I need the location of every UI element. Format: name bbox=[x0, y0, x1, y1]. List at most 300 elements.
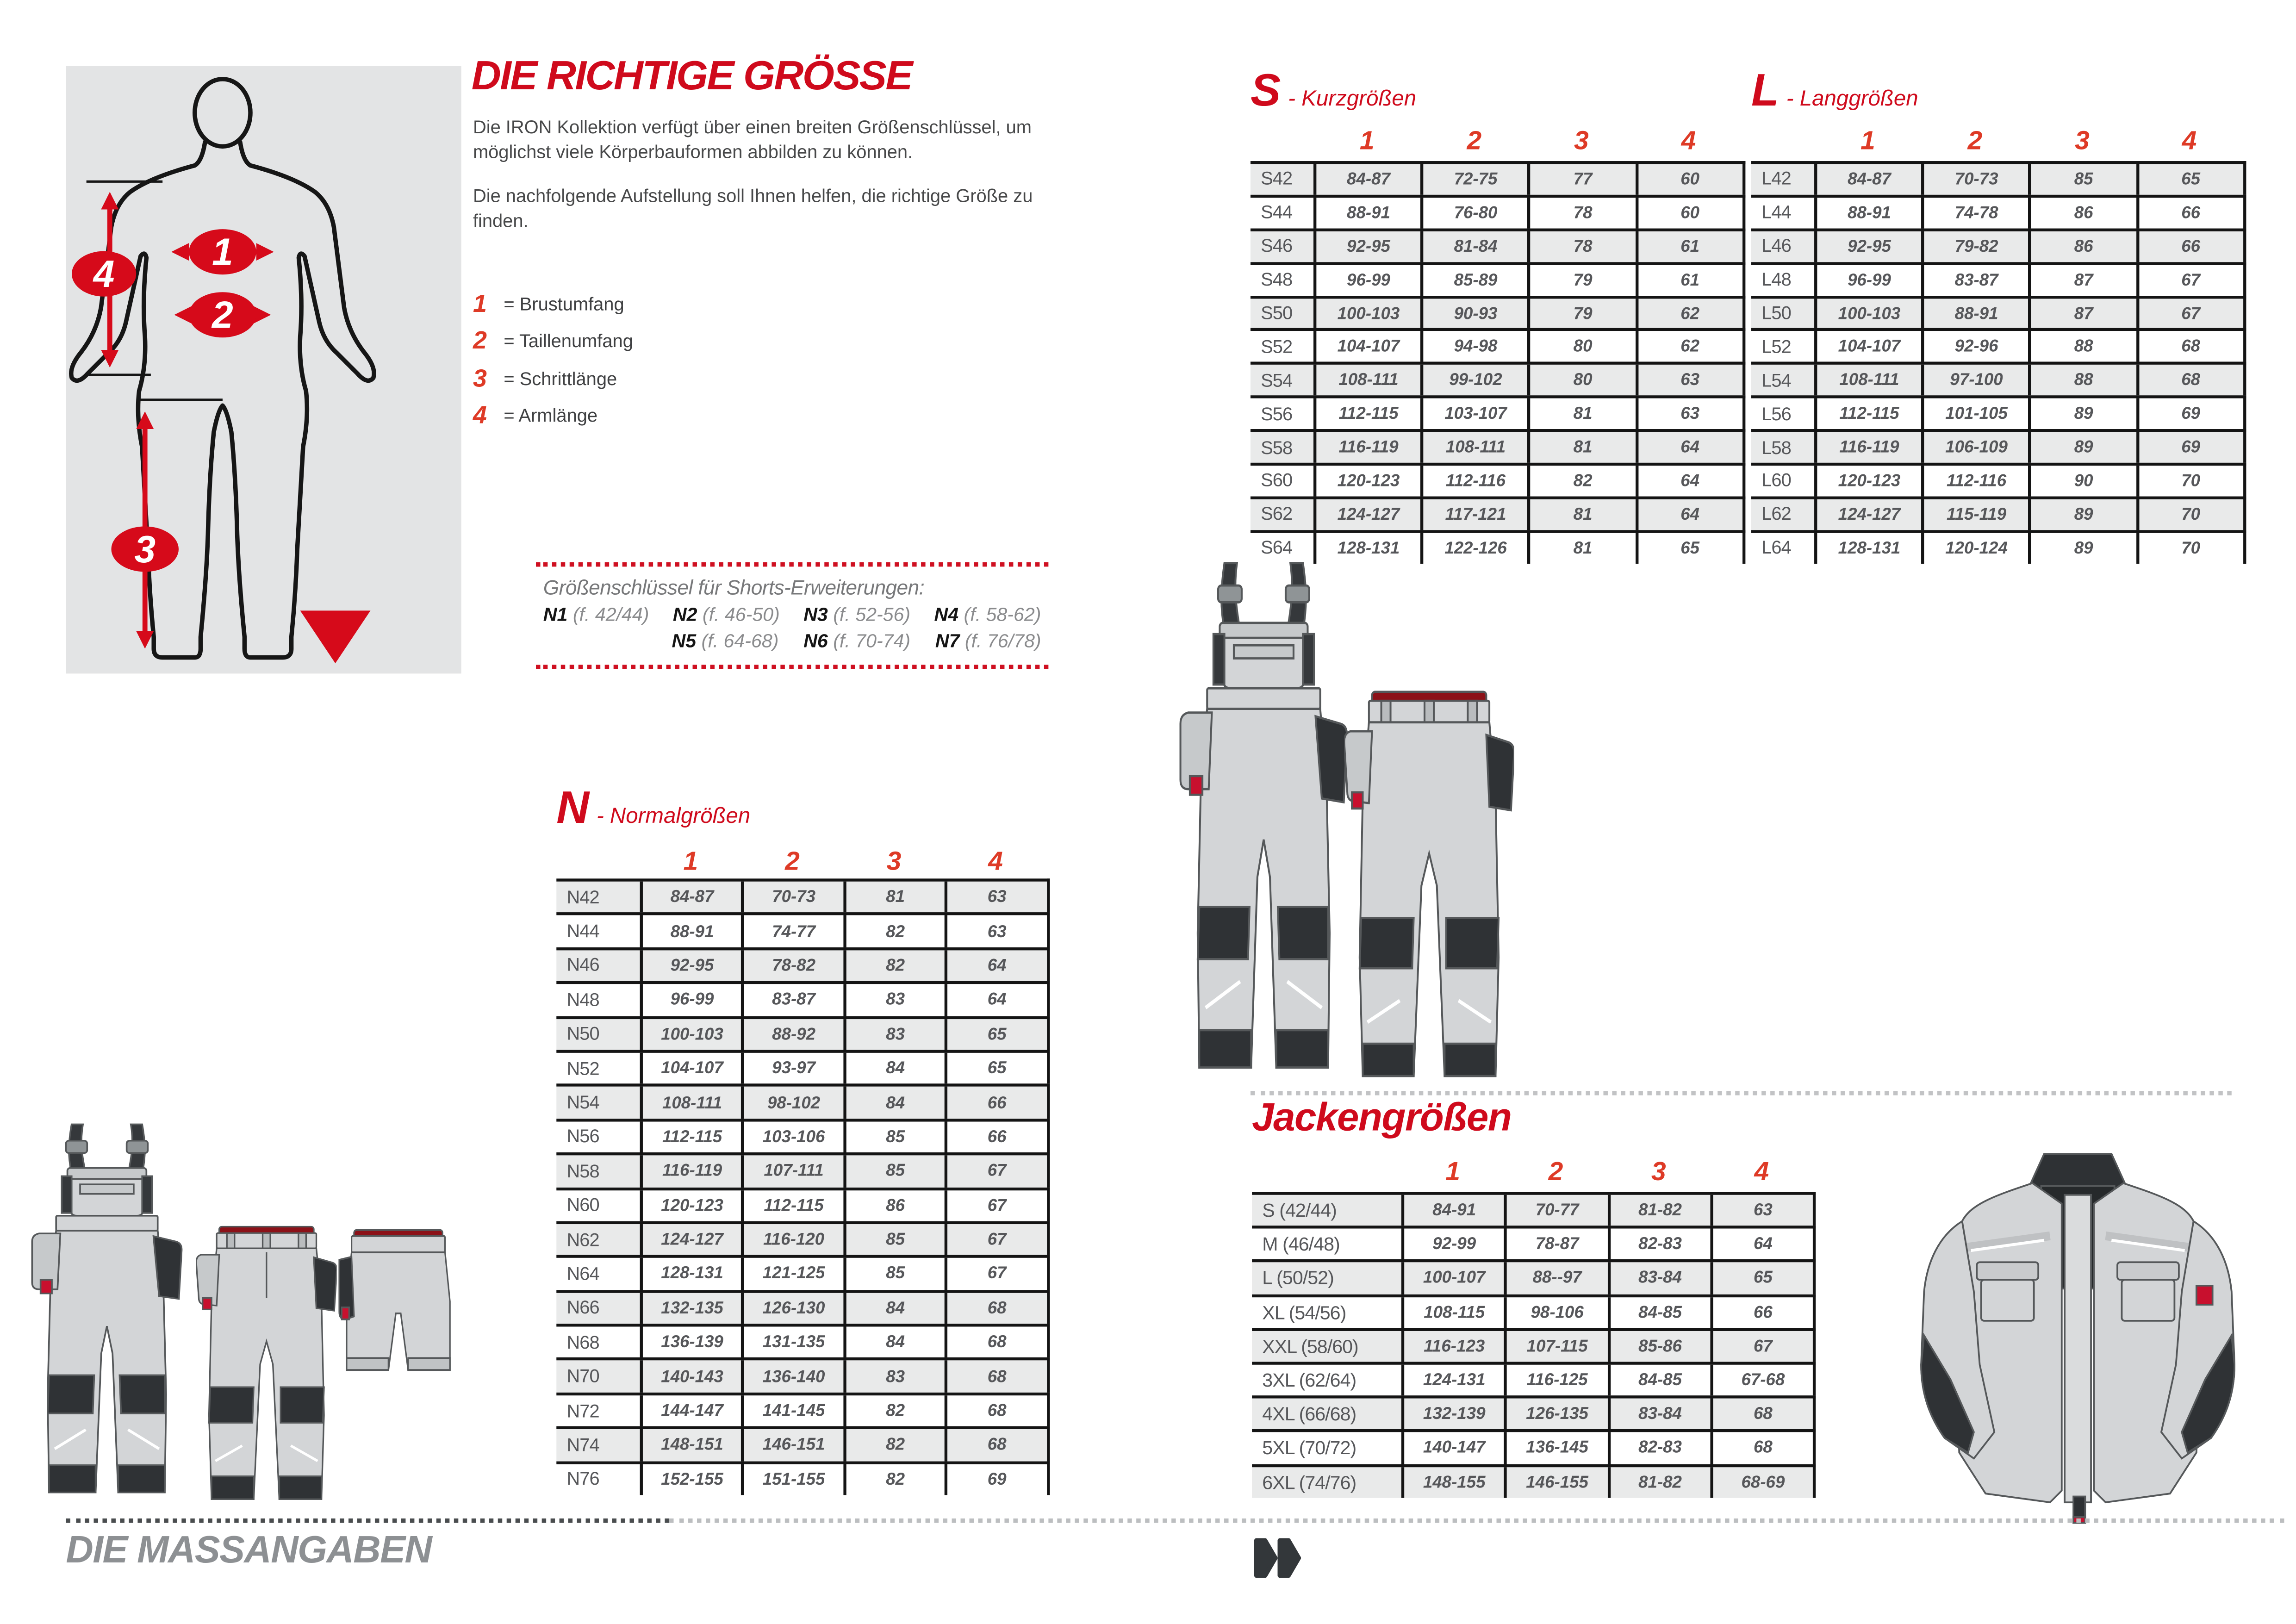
size-cell: N46 bbox=[566, 955, 599, 976]
shorts-key-entry bbox=[672, 629, 778, 651]
red-triangle-icon bbox=[300, 610, 371, 663]
value-cell: 89 bbox=[2028, 533, 2136, 563]
value-cell: 107-115 bbox=[1504, 1331, 1607, 1362]
value-cell: 152-155 bbox=[640, 1464, 742, 1495]
table-row bbox=[556, 1221, 1049, 1255]
value-cell: 82 bbox=[843, 1395, 945, 1427]
value-cell: 90 bbox=[2028, 466, 2136, 496]
value-cell: 96-99 bbox=[1814, 265, 1922, 295]
value-cell: 85 bbox=[843, 1258, 945, 1290]
size-cell: L62 bbox=[1761, 504, 1791, 525]
value-cell: 79 bbox=[1528, 265, 1635, 295]
table-row bbox=[1252, 1294, 1816, 1328]
body-measure-figure bbox=[66, 66, 461, 673]
table-row bbox=[556, 878, 1049, 913]
value-cell: 83 bbox=[843, 984, 945, 1016]
shorts-key-range: (f. 42/44) bbox=[567, 603, 649, 625]
value-cell: 63 bbox=[945, 882, 1046, 913]
value-cell: 120-123 bbox=[1313, 466, 1421, 496]
size-cell: N44 bbox=[566, 921, 599, 942]
value-cell: 74-78 bbox=[1922, 198, 2029, 228]
table-s-suffix: - Kurzgrößen bbox=[1288, 86, 1417, 112]
table-row bbox=[556, 1015, 1049, 1050]
value-cell: 68 bbox=[2136, 331, 2243, 362]
value-cell: 88 bbox=[2028, 331, 2136, 362]
value-cell: 116-120 bbox=[741, 1224, 843, 1256]
shorts-key-code: N2 bbox=[672, 603, 697, 625]
value-cell: 88-91 bbox=[640, 916, 742, 947]
value-cell: 92-95 bbox=[640, 950, 742, 982]
figure-marker-1: 1 bbox=[212, 231, 233, 274]
table-row bbox=[1251, 362, 1745, 396]
value-cell: 89 bbox=[2028, 398, 2136, 429]
table-row bbox=[1751, 228, 2246, 261]
divider-dotted-footer-right bbox=[669, 1518, 2284, 1523]
table-row bbox=[556, 1461, 1049, 1495]
value-cell: 99-102 bbox=[1421, 365, 1528, 396]
value-cell: 78-82 bbox=[741, 950, 843, 982]
table-s-heading bbox=[1251, 64, 1416, 117]
shorts-key-code: N1 bbox=[543, 603, 568, 625]
table-row bbox=[1751, 496, 2246, 529]
value-cell: 136-145 bbox=[1504, 1432, 1607, 1463]
table-row bbox=[556, 947, 1049, 981]
legend-label: = Schrittlänge bbox=[504, 368, 617, 389]
value-cell: 101-105 bbox=[1922, 398, 2029, 429]
value-cell: 68 bbox=[2136, 365, 2243, 396]
value-cell: 67 bbox=[945, 1190, 1046, 1221]
value-cell: 63 bbox=[1710, 1195, 1813, 1226]
shorts-key-range: (f. 76/78) bbox=[959, 629, 1041, 652]
value-cell: 68 bbox=[945, 1361, 1046, 1393]
size-cell: N72 bbox=[566, 1400, 599, 1421]
table-row bbox=[556, 1152, 1049, 1187]
size-cell: L60 bbox=[1761, 471, 1791, 492]
value-cell: 88 bbox=[2028, 365, 2136, 396]
value-cell: 88-91 bbox=[1814, 198, 1922, 228]
jacken-title: Jackengrößen bbox=[1252, 1095, 1512, 1139]
size-cell: L52 bbox=[1761, 336, 1791, 357]
value-cell: 83-84 bbox=[1607, 1399, 1710, 1430]
table-row bbox=[1251, 530, 1745, 563]
column-header-1: 1 bbox=[1359, 126, 1375, 156]
column-header-3: 3 bbox=[886, 846, 902, 876]
table-s-letter: S bbox=[1250, 64, 1280, 116]
value-cell: 67 bbox=[2136, 298, 2243, 329]
divider-dotted-footer-left bbox=[66, 1518, 669, 1523]
value-cell: 63 bbox=[1635, 365, 1742, 396]
table-row bbox=[556, 1426, 1049, 1461]
value-cell: 136-139 bbox=[640, 1327, 742, 1358]
column-header-1: 1 bbox=[1445, 1157, 1460, 1186]
value-cell: 70-77 bbox=[1504, 1195, 1607, 1226]
shorts-key-line-2 bbox=[543, 629, 1041, 651]
legend-number: 3 bbox=[473, 364, 487, 392]
table-row bbox=[1252, 1260, 1816, 1294]
table-row bbox=[1751, 194, 2246, 228]
size-cell: L58 bbox=[1761, 437, 1791, 458]
size-cell: M (46/48) bbox=[1262, 1233, 1340, 1256]
table-row bbox=[556, 1289, 1049, 1324]
value-cell: 84-85 bbox=[1607, 1297, 1710, 1328]
value-cell: 148-155 bbox=[1401, 1467, 1504, 1498]
value-cell: 92-96 bbox=[1922, 331, 2029, 362]
value-cell: 69 bbox=[2136, 432, 2243, 463]
value-cell: 85-86 bbox=[1607, 1331, 1710, 1362]
value-cell: 88-91 bbox=[1922, 298, 2029, 329]
column-headers bbox=[1751, 126, 2243, 156]
size-cell: N54 bbox=[566, 1092, 599, 1113]
value-cell: 81-82 bbox=[1607, 1467, 1710, 1498]
value-cell: 144-147 bbox=[640, 1395, 742, 1427]
value-cell: 70 bbox=[2136, 466, 2243, 496]
table-row bbox=[1251, 261, 1745, 295]
value-cell: 98-106 bbox=[1504, 1297, 1607, 1328]
table-row bbox=[1251, 396, 1745, 429]
table-row bbox=[1252, 1192, 1816, 1226]
table-n-suffix: - Normalgrößen bbox=[596, 803, 751, 829]
value-cell: 84-85 bbox=[1607, 1365, 1710, 1396]
column-headers bbox=[1252, 1157, 1813, 1187]
column-header-4: 4 bbox=[1681, 126, 1696, 156]
value-cell: 88-92 bbox=[741, 1019, 843, 1050]
size-cell: L (50/52) bbox=[1262, 1267, 1334, 1289]
table-row bbox=[1251, 194, 1745, 228]
shorts-key-code: N7 bbox=[935, 629, 960, 652]
shorts-key-range: (f. 64-68) bbox=[696, 629, 779, 652]
value-cell: 66 bbox=[2136, 231, 2243, 261]
shorts-key-code: N5 bbox=[672, 629, 697, 652]
shorts-key-entry bbox=[935, 629, 1041, 651]
measure-legend bbox=[473, 286, 633, 435]
intro-paragraph-1: Die IRON Kollektion verfügt über einen breiten Größenschlüssel, um möglichst viele Körperbauformen abbilden zu können. bbox=[473, 117, 1032, 163]
value-cell: 88--97 bbox=[1504, 1263, 1607, 1294]
value-cell: 83-87 bbox=[741, 984, 843, 1016]
size-cell: N64 bbox=[566, 1263, 599, 1284]
table-row bbox=[1251, 429, 1745, 462]
table-rows bbox=[1252, 1192, 1816, 1497]
legend-number: 2 bbox=[473, 327, 487, 355]
value-cell: 112-115 bbox=[1814, 398, 1922, 429]
value-cell: 89 bbox=[2028, 432, 2136, 463]
value-cell: 67 bbox=[945, 1156, 1046, 1187]
value-cell: 112-115 bbox=[640, 1121, 742, 1153]
value-cell: 62 bbox=[1635, 331, 1742, 362]
value-cell: 96-99 bbox=[1313, 265, 1421, 295]
value-cell: 64 bbox=[1635, 499, 1742, 530]
size-cell: S56 bbox=[1261, 404, 1293, 424]
value-cell: 86 bbox=[843, 1190, 945, 1221]
table-row bbox=[1251, 228, 1745, 261]
value-cell: 108-111 bbox=[1313, 365, 1421, 396]
shorts-key-entry bbox=[934, 604, 1041, 625]
column-header-4: 4 bbox=[1754, 1157, 1769, 1186]
value-cell: 88-91 bbox=[1313, 198, 1421, 228]
value-cell: 120-123 bbox=[640, 1190, 742, 1221]
value-cell: 81-82 bbox=[1607, 1195, 1710, 1226]
value-cell: 84-87 bbox=[640, 882, 742, 913]
value-cell: 66 bbox=[945, 1087, 1046, 1119]
size-cell: N70 bbox=[566, 1366, 599, 1387]
value-cell: 84-87 bbox=[1313, 164, 1421, 194]
value-cell: 104-107 bbox=[1313, 331, 1421, 362]
value-cell: 87 bbox=[2028, 298, 2136, 329]
value-cell: 68-69 bbox=[1710, 1467, 1813, 1498]
value-cell: 82 bbox=[843, 1430, 945, 1461]
value-cell: 92-99 bbox=[1401, 1229, 1504, 1260]
work-trousers-illustration bbox=[1344, 688, 1514, 1101]
table-rows bbox=[1251, 161, 1745, 563]
value-cell: 85-89 bbox=[1421, 265, 1528, 295]
value-cell: 121-125 bbox=[741, 1258, 843, 1290]
table-rows bbox=[556, 878, 1049, 1495]
table-row bbox=[1751, 295, 2246, 329]
value-cell: 67 bbox=[1710, 1331, 1813, 1362]
value-cell: 112-116 bbox=[1421, 466, 1528, 496]
value-cell: 68 bbox=[945, 1430, 1046, 1461]
column-header-1: 1 bbox=[683, 846, 698, 876]
value-cell: 70-73 bbox=[1922, 164, 2029, 194]
shorts-key-range: (f. 58-62) bbox=[958, 603, 1041, 625]
value-cell: 61 bbox=[1635, 231, 1742, 261]
size-cell: N50 bbox=[566, 1024, 599, 1045]
value-cell: 140-143 bbox=[640, 1361, 742, 1393]
table-row bbox=[556, 1255, 1049, 1289]
value-cell: 103-107 bbox=[1421, 398, 1528, 429]
value-cell: 66 bbox=[1710, 1297, 1813, 1328]
legend-label: = Taillenumfang bbox=[504, 331, 633, 352]
value-cell: 79-82 bbox=[1922, 231, 2029, 261]
value-cell: 70 bbox=[2136, 499, 2243, 530]
figure-marker-4: 4 bbox=[93, 253, 115, 296]
table-row bbox=[1251, 161, 1745, 194]
size-cell: N58 bbox=[566, 1161, 599, 1182]
value-cell: 80 bbox=[1528, 365, 1635, 396]
size-cell: L50 bbox=[1761, 303, 1791, 324]
value-cell: 64 bbox=[945, 984, 1046, 1016]
table-row bbox=[556, 1392, 1049, 1426]
value-cell: 81-84 bbox=[1421, 231, 1528, 261]
value-cell: 66 bbox=[2136, 198, 2243, 228]
value-cell: 122-126 bbox=[1421, 533, 1528, 563]
column-header-2: 2 bbox=[1548, 1157, 1563, 1186]
value-cell: 60 bbox=[1635, 198, 1742, 228]
value-cell: 68 bbox=[945, 1293, 1046, 1324]
value-cell: 117-121 bbox=[1421, 499, 1528, 530]
value-cell: 100-103 bbox=[1814, 298, 1922, 329]
column-header-4: 4 bbox=[988, 846, 1003, 876]
figure-marker-2: 2 bbox=[212, 294, 233, 336]
size-cell: N74 bbox=[566, 1435, 599, 1456]
value-cell: 106-109 bbox=[1922, 432, 2029, 463]
table-n-heading bbox=[556, 782, 750, 835]
value-cell: 83-87 bbox=[1922, 265, 2029, 295]
column-header-spacer bbox=[1252, 1157, 1401, 1187]
table-row bbox=[1751, 530, 2246, 563]
legend-item-1 bbox=[473, 286, 633, 323]
value-cell: 112-115 bbox=[741, 1190, 843, 1221]
value-cell: 136-140 bbox=[741, 1361, 843, 1393]
value-cell: 120-123 bbox=[1814, 466, 1922, 496]
value-cell: 69 bbox=[945, 1464, 1046, 1495]
value-cell: 132-135 bbox=[640, 1293, 742, 1324]
value-cell: 67 bbox=[945, 1224, 1046, 1256]
shorts-key-range: (f. 46-50) bbox=[697, 603, 780, 625]
value-cell: 83 bbox=[843, 1361, 945, 1393]
value-cell: 67-68 bbox=[1710, 1365, 1813, 1396]
size-cell: N48 bbox=[566, 989, 599, 1010]
value-cell: 68 bbox=[945, 1327, 1046, 1358]
value-cell: 85 bbox=[843, 1121, 945, 1153]
table-row bbox=[1751, 396, 2246, 429]
shorts-key-entry bbox=[803, 629, 910, 651]
value-cell: 108-111 bbox=[640, 1087, 742, 1119]
table-row bbox=[1251, 463, 1745, 496]
column-header-1: 1 bbox=[1860, 126, 1875, 156]
size-cell: S50 bbox=[1261, 303, 1293, 324]
shorts-key-title: Größenschlüssel für Shorts-Erweiterungen: bbox=[543, 575, 925, 599]
value-cell: 104-107 bbox=[640, 1053, 742, 1084]
legend-number: 4 bbox=[473, 401, 487, 429]
shorts-key-entry bbox=[803, 604, 910, 625]
value-cell: 65 bbox=[2136, 164, 2243, 194]
table-row bbox=[1751, 362, 2246, 396]
value-cell: 76-80 bbox=[1421, 198, 1528, 228]
value-cell: 124-127 bbox=[1313, 499, 1421, 530]
size-cell: N76 bbox=[566, 1469, 599, 1490]
value-cell: 116-119 bbox=[640, 1156, 742, 1187]
shorts-key-line-1 bbox=[543, 604, 1041, 625]
value-cell: 128-131 bbox=[640, 1258, 742, 1290]
value-cell: 85 bbox=[2028, 164, 2136, 194]
value-cell: 65 bbox=[1710, 1263, 1813, 1294]
size-cell: S62 bbox=[1261, 504, 1293, 525]
shorts-key-code: N4 bbox=[934, 603, 959, 625]
work-shorts-illustration bbox=[337, 1227, 460, 1406]
value-cell: 112-115 bbox=[1313, 398, 1421, 429]
legend-label: = Brustumfang bbox=[504, 294, 624, 315]
table-row bbox=[1252, 1226, 1816, 1260]
value-cell: 93-97 bbox=[741, 1053, 843, 1084]
value-cell: 63 bbox=[945, 916, 1046, 947]
column-header-2: 2 bbox=[1467, 126, 1482, 156]
value-cell: 92-95 bbox=[1814, 231, 1922, 261]
table-row bbox=[1751, 429, 2246, 462]
value-cell: 97-100 bbox=[1922, 365, 2029, 396]
column-header-spacer bbox=[556, 846, 640, 877]
value-cell: 84 bbox=[843, 1053, 945, 1084]
value-cell: 100-103 bbox=[1313, 298, 1421, 329]
size-cell: S46 bbox=[1261, 236, 1293, 257]
table-n-letter: N bbox=[556, 782, 588, 834]
size-cell: S64 bbox=[1261, 537, 1293, 559]
column-header-3: 3 bbox=[1574, 126, 1589, 156]
value-cell: 89 bbox=[2028, 499, 2136, 530]
value-cell: 90-93 bbox=[1421, 298, 1528, 329]
size-cell: L56 bbox=[1761, 404, 1791, 424]
value-cell: 86 bbox=[2028, 198, 2136, 228]
table-row bbox=[1751, 463, 2246, 496]
value-cell: 63 bbox=[1635, 398, 1742, 429]
table-row bbox=[556, 1050, 1049, 1084]
size-cell: L48 bbox=[1761, 269, 1791, 290]
value-cell: 64 bbox=[945, 950, 1046, 982]
table-row bbox=[1252, 1396, 1816, 1430]
column-header-2: 2 bbox=[785, 846, 800, 876]
table-rows bbox=[1751, 161, 2246, 563]
value-cell: 108-111 bbox=[1814, 365, 1922, 396]
bib-overall-illustration bbox=[1177, 560, 1350, 1101]
value-cell: 94-98 bbox=[1421, 331, 1528, 362]
value-cell: 70-73 bbox=[741, 882, 843, 913]
legend-label: = Armlänge bbox=[504, 406, 598, 427]
table-row bbox=[556, 913, 1049, 947]
value-cell: 81 bbox=[1528, 533, 1635, 563]
size-cell: L46 bbox=[1761, 236, 1791, 257]
value-cell: 84-87 bbox=[1814, 164, 1922, 194]
table-row bbox=[556, 1358, 1049, 1392]
value-cell: 82 bbox=[843, 1464, 945, 1495]
table-row bbox=[1252, 1430, 1816, 1463]
table-row bbox=[556, 1118, 1049, 1152]
column-headers bbox=[1251, 126, 1742, 156]
legend-item-3 bbox=[473, 360, 633, 398]
value-cell: 70 bbox=[2136, 533, 2243, 563]
size-cell: N66 bbox=[566, 1298, 599, 1319]
table-l-letter: L bbox=[1751, 64, 1778, 116]
value-cell: 100-107 bbox=[1401, 1263, 1504, 1294]
value-cell: 84-91 bbox=[1401, 1195, 1504, 1226]
table-row bbox=[556, 1324, 1049, 1358]
value-cell: 115-119 bbox=[1922, 499, 2029, 530]
size-cell: S (42/44) bbox=[1262, 1199, 1337, 1221]
value-cell: 146-151 bbox=[741, 1430, 843, 1461]
size-cell: N62 bbox=[566, 1229, 599, 1250]
value-cell: 132-139 bbox=[1401, 1399, 1504, 1430]
shorts-key-entry bbox=[673, 604, 780, 625]
value-cell: 67 bbox=[2136, 265, 2243, 295]
legend-item-4 bbox=[473, 398, 633, 435]
forward-chevrons-icon bbox=[1252, 1537, 1302, 1579]
value-cell: 124-131 bbox=[1401, 1365, 1504, 1396]
value-cell: 68 bbox=[1710, 1432, 1813, 1463]
table-row bbox=[1751, 261, 2246, 295]
value-cell: 92-95 bbox=[1313, 231, 1421, 261]
value-cell: 103-106 bbox=[741, 1121, 843, 1153]
bib-overall-illustration bbox=[29, 1122, 184, 1517]
value-cell: 151-155 bbox=[741, 1464, 843, 1495]
body-measure-figure-box bbox=[66, 66, 461, 673]
size-cell: N42 bbox=[566, 887, 599, 908]
page-title: DIE RICHTIGE GRÖSSE bbox=[471, 52, 912, 98]
shorts-key-code: N3 bbox=[803, 603, 828, 625]
value-cell: 72-75 bbox=[1421, 164, 1528, 194]
value-cell: 124-127 bbox=[640, 1224, 742, 1256]
value-cell: 84 bbox=[843, 1327, 945, 1358]
column-header-4: 4 bbox=[2182, 126, 2197, 156]
value-cell: 84 bbox=[843, 1293, 945, 1324]
size-cell: L64 bbox=[1761, 537, 1791, 559]
shorts-key-box bbox=[536, 562, 1048, 669]
value-cell: 77 bbox=[1528, 164, 1635, 194]
size-cell: S60 bbox=[1261, 471, 1293, 492]
size-cell: 4XL (66/68) bbox=[1262, 1403, 1356, 1425]
value-cell: 112-116 bbox=[1922, 466, 2029, 496]
value-cell: 146-155 bbox=[1504, 1467, 1607, 1498]
size-cell: S44 bbox=[1261, 202, 1293, 223]
value-cell: 126-130 bbox=[741, 1293, 843, 1324]
value-cell: 116-123 bbox=[1401, 1331, 1504, 1362]
